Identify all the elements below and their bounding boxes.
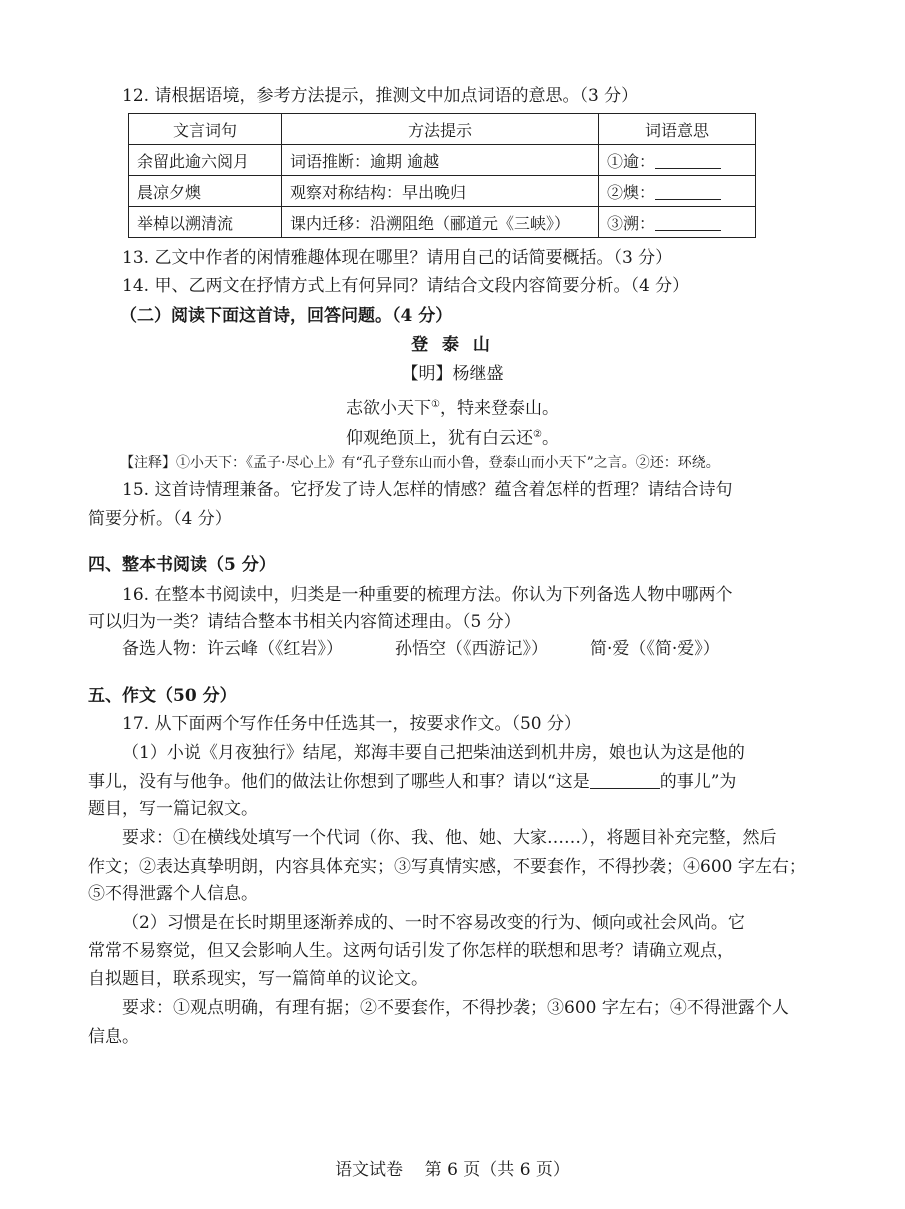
table-header-row	[129, 114, 756, 145]
table-row	[129, 145, 756, 176]
poem-line-2	[0, 423, 905, 451]
task1-line-3: 题目，写一篇记叙文。	[88, 799, 258, 819]
section4-heading: 四、整本书阅读（5 分）	[88, 555, 276, 575]
q17: 17. 从下面两个写作任务中任选其一，按要求作文。（50 分）	[122, 714, 581, 734]
answer-blank	[655, 154, 721, 169]
table-cell-phrase: 举棹以溯清流	[129, 207, 282, 238]
table-cell-phrase: 余留此逾六阅月	[129, 145, 282, 176]
meaning-label: ③溯：	[607, 213, 656, 233]
q16-line-2: 可以归为一类？请结合整本书相关内容简述理由。（5 分）	[88, 612, 521, 632]
table-cell-hint: 词语推断：逾期 逾越	[282, 145, 599, 176]
candidate-3: 简·爱（《简·爱》）	[590, 639, 720, 659]
table-row	[129, 176, 756, 207]
table-cell-hint: 观察对称结构：早出晚归	[282, 176, 599, 207]
poem-text: 。	[541, 428, 559, 449]
table-row	[129, 207, 756, 238]
task1-text: 的事儿”为	[659, 772, 737, 792]
page-footer: 语文试卷 第 6 页（共 6 页）	[335, 1160, 570, 1180]
req1-line-3: ⑤不得泄露个人信息。	[88, 884, 258, 904]
task2-line-2: 常常不易察觉，但又会影响人生。这两句话引发了你怎样的联想和思考？请确立观点，	[88, 941, 734, 961]
table-cell-phrase: 晨凉夕燠	[129, 176, 282, 207]
answer-blank	[655, 185, 721, 200]
poem-author: 【明】杨继盛	[401, 364, 504, 384]
candidate-1: 备选人物：许云峰（《红岩》）	[122, 639, 343, 659]
req2-line-2: 信息。	[88, 1027, 139, 1047]
task1-line-1: （1）小说《月夜独行》结尾，郑海丰要自己把柴油送到机井房，娘也认为这是他的	[122, 743, 745, 763]
note-marker: ②	[533, 429, 542, 440]
req2-line-1: 要求：①观点明确，有理有据；②不要套作，不得抄袭；③600 字左右；④不得泄露个人	[122, 998, 789, 1018]
q12-stem: 12. 请根据语境，参考方法提示，推测文中加点词语的意思。（3 分）	[122, 86, 639, 106]
poem-text: 仰观绝顶上，犹有白云还	[346, 428, 534, 449]
task1-text: 事儿，没有与他争。他们的做法让你想到了哪些人和事？请以“这是	[88, 772, 590, 792]
vocab-table	[128, 113, 756, 238]
q16-line-1: 16. 在整本书阅读中，归类是一种重要的梳理方法。你认为下列备选人物中哪两个	[122, 585, 733, 605]
q13: 13. 乙文中作者的闲情雅趣体现在哪里？请用自己的话简要概括。（3 分）	[122, 248, 673, 268]
req1-line-2: 作文；②表达真挚明朗，内容具体充实；③写真情实感，不要套作，不得抄袭；④600 字左右；	[88, 857, 806, 877]
candidate-2: 孙悟空（《西游记》）	[395, 639, 548, 659]
section2-heading: （二）阅读下面这首诗，回答问题。（4 分）	[120, 306, 453, 326]
table-header: 文言词句	[129, 114, 282, 145]
poem-title: 登 泰 山	[411, 335, 494, 355]
task2-line-1: （2）习惯是在长时期里逐渐养成的、一时不容易改变的行为、倾向或社会风尚。它	[122, 913, 745, 933]
task1-line-2	[88, 770, 736, 794]
table-header: 方法提示	[282, 114, 599, 145]
note-marker: ①	[431, 399, 440, 410]
q15-line-2: 简要分析。（4 分）	[88, 509, 232, 529]
task2-line-3: 自拟题目，联系现实，写一篇简单的议论文。	[88, 969, 428, 989]
table-cell-hint: 课内迁移：沿溯阻绝（郦道元《三峡》）	[282, 207, 599, 238]
q15-line-1: 15. 这首诗情理兼备。它抒发了诗人怎样的情感？蕴含着怎样的哲理？请结合诗句	[122, 480, 733, 500]
table-cell-meaning	[599, 176, 756, 207]
meaning-label: ①逾：	[607, 151, 656, 171]
poem-text: ，特来登泰山。	[439, 398, 559, 419]
section5-heading: 五、作文（50 分）	[88, 686, 237, 706]
answer-blank	[655, 216, 721, 231]
table-cell-meaning	[599, 207, 756, 238]
title-blank	[590, 774, 660, 789]
q14: 14. 甲、乙两文在抒情方式上有何异同？请结合文段内容简要分析。（4 分）	[122, 276, 690, 296]
poem-text: 志欲小天下	[346, 398, 432, 419]
poem-line-1	[0, 393, 905, 421]
table-header: 词语意思	[599, 114, 756, 145]
poem-annotation: 【注释】①小天下：《孟子·尽心上》有“孔子登东山而小鲁，登泰山而小天下”之言。②还：环绕。	[120, 455, 720, 471]
req1-line-1: 要求：①在横线处填写一个代词（你、我、他、她、大家……），将题目补充完整，然后	[122, 828, 777, 848]
table-cell-meaning	[599, 145, 756, 176]
meaning-label: ②燠：	[607, 182, 656, 202]
